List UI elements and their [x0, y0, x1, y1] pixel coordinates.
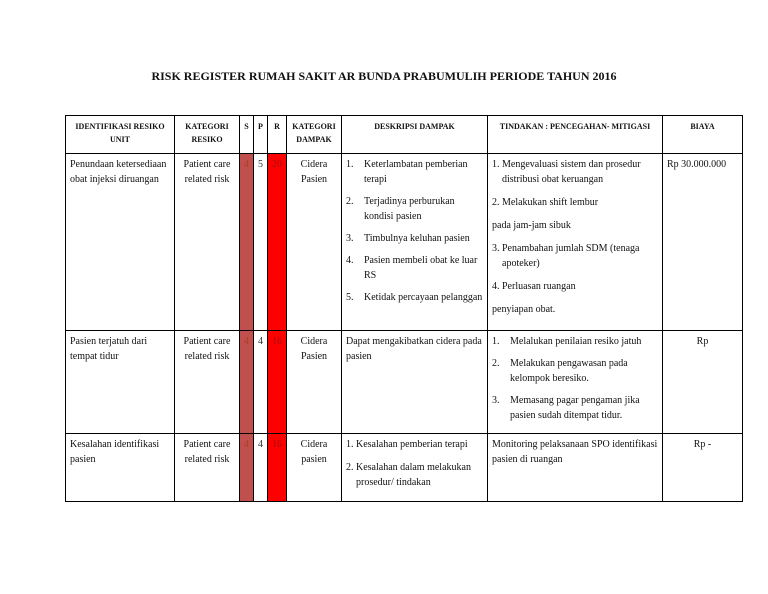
- cell-kategori-resiko: Patient care related risk: [175, 331, 240, 434]
- cell-kategori-dampak: Cidera Pasien: [287, 154, 342, 331]
- cell-s: 4: [240, 331, 254, 434]
- document-title: RISK REGISTER RUMAH SAKIT AR BUNDA PRABUMULIH PERIODE TAHUN 2016: [151, 69, 617, 83]
- cell-p: 4: [254, 331, 268, 434]
- cell-kategori-resiko: Patient care related risk: [175, 154, 240, 331]
- cell-r: 16: [268, 434, 287, 502]
- cell-deskripsi: [342, 154, 488, 331]
- header-deskripsi: DESKRIPSI DAMPAK: [342, 116, 488, 154]
- cell-p: 4: [254, 434, 268, 502]
- list-item: pada jam-jam sibuk: [492, 220, 571, 231]
- table-row: [66, 331, 743, 434]
- cell-tindakan: [488, 331, 663, 434]
- header-s: S: [240, 116, 254, 154]
- list-item: 2. Terjadinya perburukan kondisi pasien: [346, 196, 455, 222]
- table-row: [66, 434, 743, 502]
- cell-biaya: Rp 30.000.000: [663, 154, 743, 331]
- list-item: 3. Timbulnya keluhan pasien: [346, 233, 470, 244]
- cell-p: 5: [254, 154, 268, 331]
- header-kategori-resiko: KATEGORI RESIKO: [175, 116, 240, 154]
- list-item: 5. Ketidak percayaan pelanggan: [346, 292, 483, 303]
- list-item: 3. Memasang pagar pengaman jika pasien sudah ditempat tidur.: [492, 395, 640, 421]
- list-item: 1. Kesalahan pemberian terapi: [346, 439, 468, 450]
- cell-kategori-dampak: Cidera pasien: [287, 434, 342, 502]
- cell-s: 4: [240, 434, 254, 502]
- cell-identifikasi: Kesalahan identifikasi pasien: [66, 434, 175, 502]
- cell-identifikasi: Penundaan ketersediaan obat injeksi diruangan: [66, 154, 175, 331]
- header-identifikasi: IDENTIFIKASI RESIKO UNIT: [66, 116, 175, 154]
- cell-biaya: Rp: [663, 331, 743, 434]
- cell-tindakan: [488, 154, 663, 331]
- cell-s: 4: [240, 154, 254, 331]
- header-kategori-dampak: KATEGORI DAMPAK: [287, 116, 342, 154]
- header-row: [66, 116, 743, 154]
- list-item: 1. Melalukan penilaian resiko jatuh: [492, 336, 642, 347]
- cell-kategori-resiko: Patient care related risk: [175, 434, 240, 502]
- header-biaya: BIAYA: [663, 116, 743, 154]
- list-item: 2. Melakukan shift lembur: [492, 197, 599, 208]
- cell-r: 16: [268, 331, 287, 434]
- header-tindakan: TINDAKAN : PENCEGAHAN- MITIGASI: [488, 116, 663, 154]
- list-item: penyiapan obat.: [492, 304, 556, 315]
- list-item: 2. Melakukan pengawasan pada kelompok beresiko.: [492, 358, 628, 384]
- list-item: 1. Keterlambatan pemberian terapi: [346, 159, 468, 185]
- table-row: [66, 154, 743, 331]
- cell-deskripsi: Dapat mengakibatkan cidera pada pasien: [342, 331, 488, 434]
- cell-deskripsi: [342, 434, 488, 502]
- header-r: R: [268, 116, 287, 154]
- list-item: 4. Perluasan ruangan: [492, 281, 576, 292]
- cell-r: 20: [268, 154, 287, 331]
- cell-biaya: Rp -: [663, 434, 743, 502]
- cell-tindakan: Monitoring pelaksanaan SPO identifikasi pasien di ruangan: [488, 434, 663, 502]
- list-item: 3. Penambahan jumlah SDM (tenaga apoteker): [492, 243, 640, 269]
- list-item: 2. Kesalahan dalam melakukan prosedur/ tindakan: [346, 462, 471, 488]
- cell-kategori-dampak: Cidera Pasien: [287, 331, 342, 434]
- list-item: 1. Mengevaluasi sistem dan prosedur distribusi obat keruangan: [492, 159, 641, 185]
- header-p: P: [254, 116, 268, 154]
- risk-register-table: [65, 115, 743, 502]
- cell-identifikasi: Pasien terjatuh dari tempat tidur: [66, 331, 175, 434]
- list-item: 4. Pasien membeli obat ke luar RS: [346, 255, 478, 281]
